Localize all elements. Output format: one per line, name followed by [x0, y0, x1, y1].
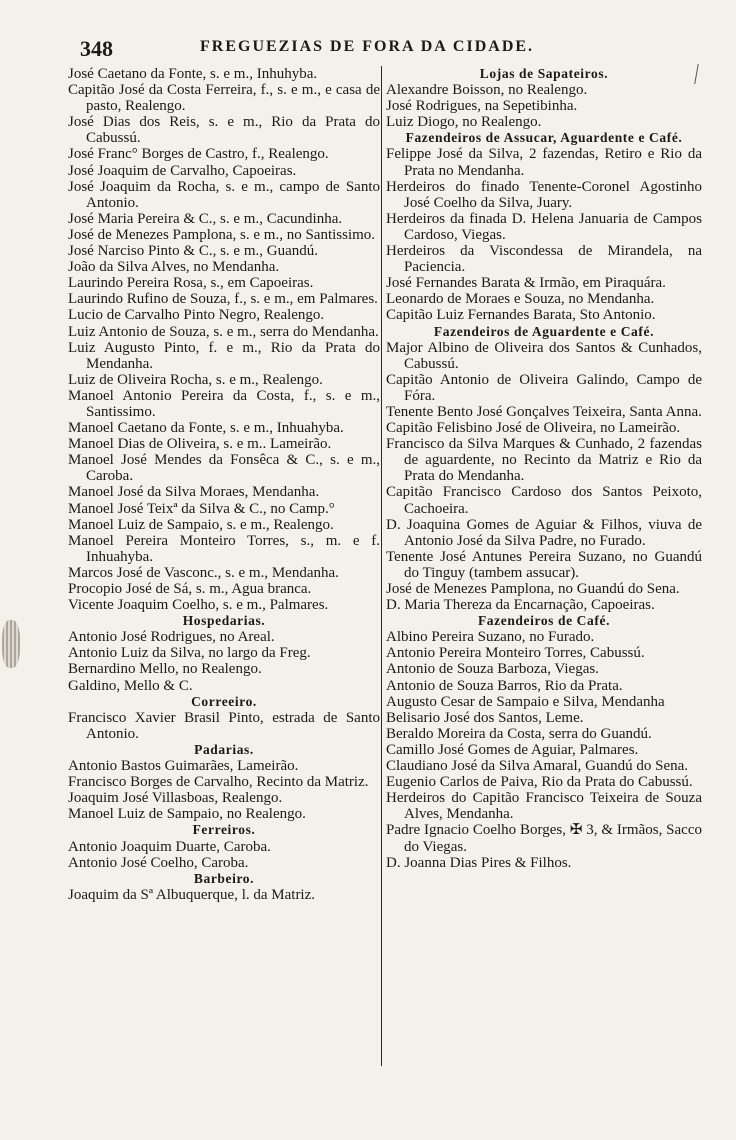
list-item: Marcos José de Vasconc., s. e m., Mendanha.	[68, 564, 339, 581]
list-item: Francisco da Silva Marques & Cunhado, 2 fazendas de aguardente, no Recinto da Matriz e Rio da Prata do Mendanha.	[386, 436, 702, 485]
list-item: Albino Pereira Suzano, no Furado.	[386, 629, 595, 646]
page-header	[80, 36, 700, 61]
list-item: Antonio Joaquim Duarte, Caroba.	[68, 838, 271, 855]
list-item: José Maria Pereira & C., s. e m., Cacundinha.	[68, 210, 343, 227]
list-item: Joaquim José Villasboas, Realengo.	[68, 790, 283, 807]
list-item: Leonardo de Moraes e Souza, no Mendanha.	[386, 291, 655, 308]
list-item: Galdino, Mello & C.	[68, 677, 193, 694]
section-heading: Hospedarias.	[182, 613, 266, 629]
section-heading: Correeiro.	[191, 693, 257, 709]
list-item: Beraldo Moreira da Costa, serra do Guandú.	[386, 725, 652, 742]
list-item: Luiz Antonio de Souza, s. e m., serra do Mendanha.	[68, 323, 379, 340]
list-item: Manoel José Teixª da Silva & C., no Camp.°	[68, 500, 335, 517]
binding-stain	[2, 620, 20, 668]
list-item: Herdeiros do finado Tenente-Coronel Agostinho José Coelho da Silva, Juary.	[386, 178, 702, 211]
list-item: Manoel José Mendes da Fonsêca & C., s. e m., Caroba.	[68, 452, 380, 485]
list-item: José Dias dos Reis, s. e m., Rio da Prata do Cabussú.	[68, 114, 380, 147]
list-item: Manoel José da Silva Moraes, Mendanha.	[68, 484, 320, 501]
list-item: José de Menezes Pamplona, s. e m., no Santissimo.	[68, 226, 376, 243]
section-heading: Barbeiro.	[193, 870, 255, 886]
list-item: Claudiano José da Silva Amaral, Guandú do Sena.	[386, 758, 689, 775]
list-item: Luiz de Oliveira Rocha, s. e m., Realengo.	[68, 371, 323, 388]
list-item: Manoel Pereira Monteiro Torres, s., m. e f. Inhuahyba.	[68, 532, 380, 565]
list-item: Manoel Luiz de Sampaio, s. e m., Realengo.	[68, 516, 334, 533]
section-heading: Fazendeiros de Café.	[477, 613, 611, 629]
list-item: Capitão Francisco Cardoso dos Santos Peixoto, Cachoeira.	[386, 484, 702, 517]
list-item: Antonio José Rodrigues, no Areal.	[68, 629, 275, 646]
list-item: Laurindo Pereira Rosa, s., em Capoeiras.	[68, 275, 314, 292]
list-item: Vicente Joaquim Coelho, s. e m., Palmares.	[68, 597, 329, 614]
left-column	[68, 66, 380, 903]
list-item: Augusto Cesar de Sampaio e Silva, Mendanha	[386, 693, 665, 710]
section-heading: Ferreiros.	[192, 822, 256, 838]
list-item: João da Silva Alves, no Mendanha.	[68, 259, 280, 276]
column-divider	[381, 66, 382, 1066]
list-item: Joaquim da Sª Albuquerque, l. da Matriz.	[68, 886, 316, 903]
section-heading: Lojas de Sapateiros.	[479, 66, 609, 81]
list-item: Antonio Bastos Guimarães, Lameirão.	[68, 758, 299, 775]
list-item: Tenente Bento José Gonçalves Teixeira, Santa Anna.	[386, 403, 702, 420]
list-item: José Joaquim de Carvalho, Capoeiras.	[68, 162, 297, 179]
right-column	[386, 66, 702, 871]
list-item: Capitão Luiz Fernandes Barata, Sto Antonio.	[386, 307, 656, 324]
list-item: Manoel Antonio Pereira da Costa, f., s. e m., Santissimo.	[68, 387, 380, 420]
list-item: Herdeiros do Capitão Francisco Teixeira de Souza Alves, Mendanha.	[386, 790, 702, 823]
list-item: Padre Ignacio Coelho Borges, ✠ 3, & Irmãos, Sacco do Viegas.	[386, 822, 702, 855]
list-item: Francisco Borges de Carvalho, Recinto da Matriz.	[68, 774, 369, 791]
list-item: D. Joanna Dias Pires & Filhos.	[386, 854, 572, 871]
list-item: Herdeiros da finada D. Helena Januaria de Campos Cardoso, Viegas.	[386, 210, 702, 243]
margin-pencil-mark	[694, 64, 707, 84]
list-item: Eugenio Carlos de Paiva, Rio da Prata do Cabussú.	[386, 774, 693, 791]
list-item: José de Menezes Pamplona, no Guandú do Sena.	[386, 581, 680, 597]
section-heading: Fazendeiros de Aguardente e Café.	[433, 323, 655, 339]
list-item: Manoel Caetano da Fonte, s. e m., Inhuahyba.	[68, 420, 344, 437]
list-item: Felippe José da Silva, 2 fazendas, Retiro e Rio da Prata no Mendanha.	[386, 146, 702, 179]
list-item: Camillo José Gomes de Aguiar, Palmares.	[386, 741, 639, 758]
list-item: Manoel Luiz de Sampaio, no Realengo.	[68, 806, 306, 823]
list-item: Antonio de Souza Barros, Rio da Prata.	[386, 677, 623, 694]
list-item: D. Joaquina Gomes de Aguiar & Filhos, viuva de Antonio José da Silva Padre, no Furado.	[386, 516, 702, 549]
list-item: José Caetano da Fonte, s. e m., Inhuhyba.	[68, 66, 318, 82]
list-item: José Rodrigues, na Sepetibinha.	[386, 98, 578, 115]
page-number: 348	[80, 36, 113, 61]
list-item: José Narciso Pinto & C., s. e m., Guandú.	[68, 243, 318, 260]
section-heading: Fazendeiros de Assucar, Aguardente e Café.	[405, 130, 683, 146]
list-item: Major Albino de Oliveira dos Santos & Cunhados, Cabussú.	[386, 339, 702, 372]
list-item: Luiz Augusto Pinto, f. e m., Rio da Prata do Mendanha.	[68, 339, 380, 372]
list-item: Bernardino Mello, no Realengo.	[68, 661, 262, 678]
list-item: D. Maria Thereza da Encarnação, Capoeiras.	[386, 597, 655, 614]
list-item: Capitão Felisbino José de Oliveira, no Lameirão.	[386, 420, 681, 437]
list-item: José Franc° Borges de Castro, f., Realengo.	[68, 146, 329, 163]
list-item: Luiz Diogo, no Realengo.	[386, 114, 542, 131]
list-item: José Fernandes Barata & Irmão, em Piraquára.	[386, 275, 666, 292]
section-heading: Padarias.	[194, 741, 254, 757]
list-item: Procopio José de Sá, s. m., Agua branca.	[68, 581, 312, 597]
list-item: Antonio Luiz da Silva, no largo da Freg.	[68, 645, 311, 662]
list-item: José Joaquim da Rocha, s. e m., campo de Santo Antonio.	[68, 178, 380, 211]
list-item: Antonio Pereira Monteiro Torres, Cabussú.	[386, 645, 645, 662]
page-title: FREGUEZIAS DE FORA DA CIDADE.	[200, 38, 535, 55]
list-item: Herdeiros da Viscondessa de Mirandela, na Paciencia.	[386, 243, 702, 276]
list-item: Capitão José da Costa Ferreira, f., s. e m., e casa de pasto, Realengo.	[68, 82, 380, 115]
list-item: Alexandre Boisson, no Realengo.	[386, 82, 588, 99]
list-item: Tenente José Antunes Pereira Suzano, no Guandú do Tinguy (tambem assucar).	[386, 548, 702, 581]
list-item: Capitão Antonio de Oliveira Galindo, Campo de Fóra.	[386, 371, 702, 404]
list-item: Francisco Xavier Brasil Pinto, estrada de Santo Antonio.	[68, 709, 380, 742]
list-item: Laurindo Rufino de Souza, f., s. e m., em Palmares.	[68, 291, 378, 308]
list-item: Lucio de Carvalho Pinto Negro, Realengo.	[68, 307, 325, 324]
list-item: Manoel Dias de Oliveira, s. e m.. Lameirão.	[68, 436, 332, 453]
list-item: Antonio José Coelho, Caroba.	[68, 854, 249, 871]
list-item: Antonio de Souza Barboza, Viegas.	[386, 661, 599, 678]
list-item: Belisario José dos Santos, Leme.	[386, 709, 584, 726]
